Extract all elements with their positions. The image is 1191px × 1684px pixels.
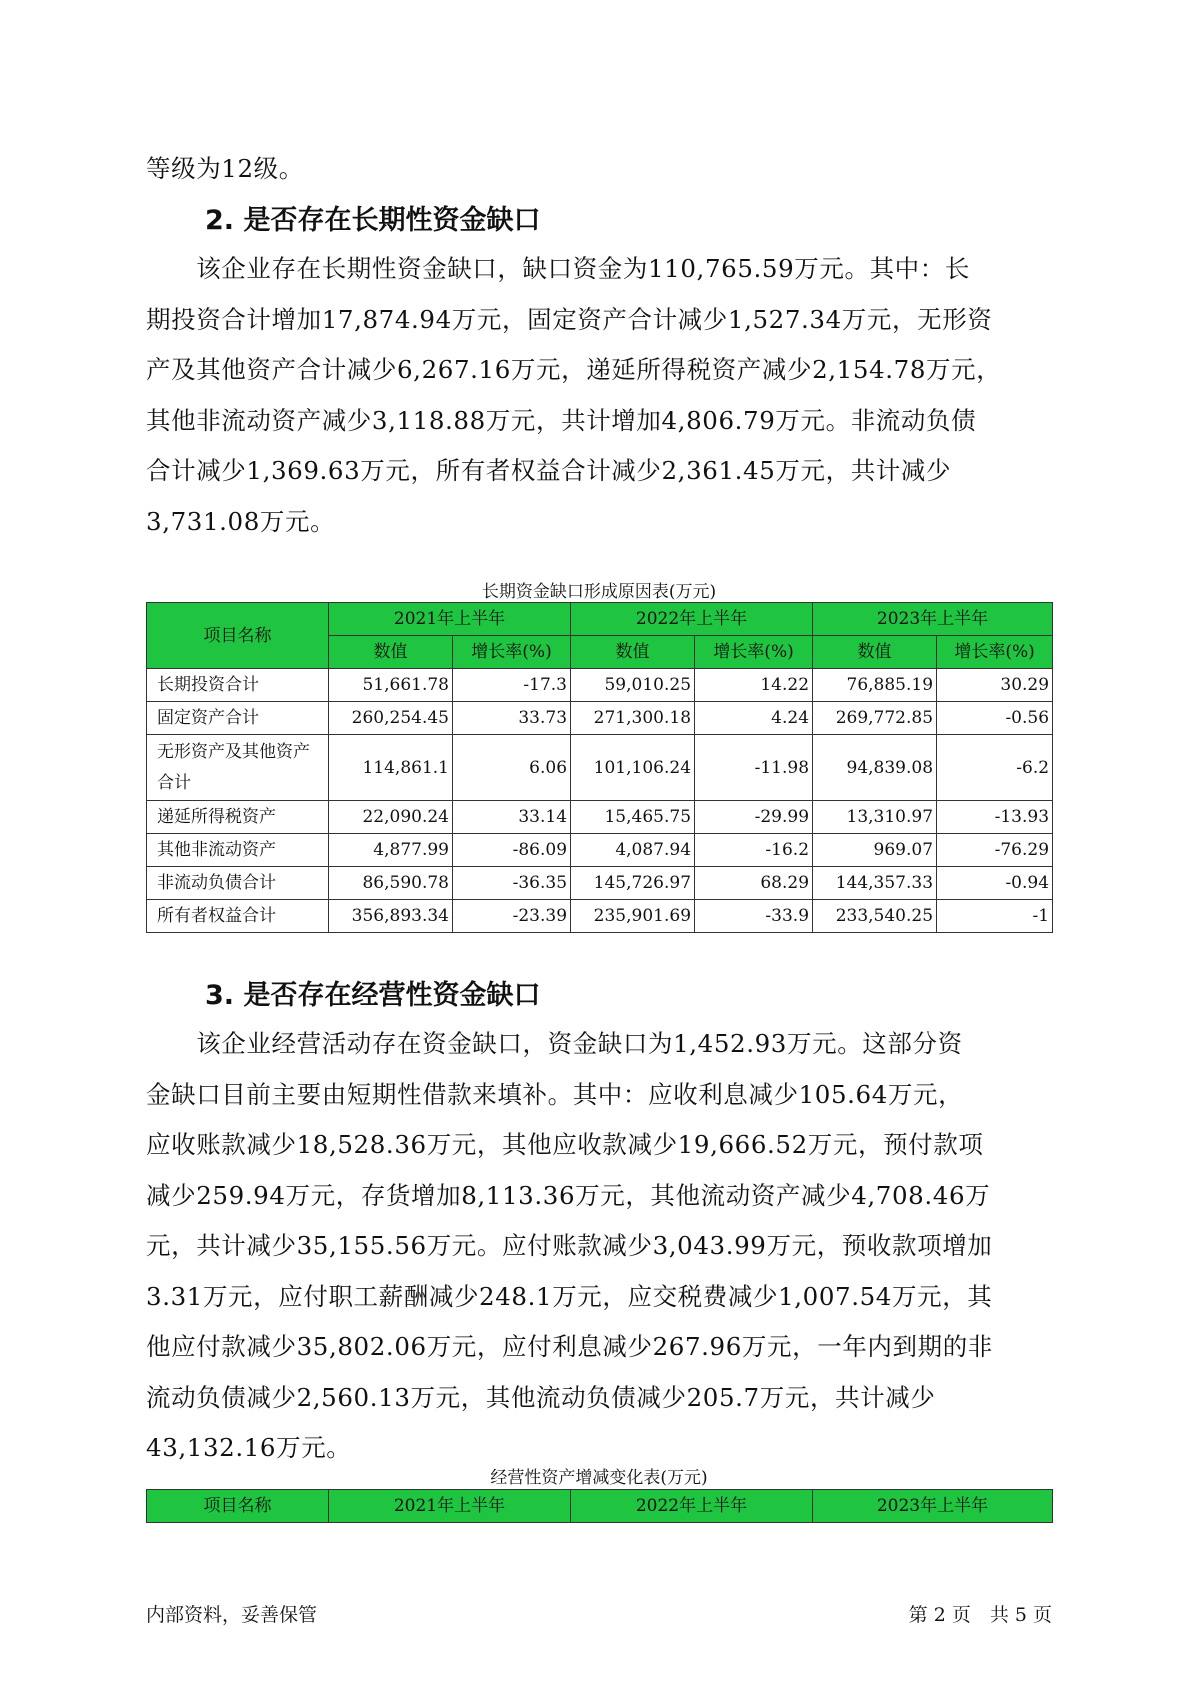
cell-growth: -33.9 [695, 900, 813, 933]
cell-value: 356,893.34 [329, 900, 453, 933]
text-line: 流动负债减少2,560.13万元，其他流动负债减少205.7万元，共计减少 [146, 1382, 936, 1412]
table-row [147, 867, 1053, 900]
row-name: 其他非流动资产 [147, 834, 329, 867]
cell-growth: 6.06 [453, 735, 571, 801]
header-year: 2023年上半年 [813, 603, 1053, 636]
cell-value: 59,010.25 [571, 669, 695, 702]
row-name: 所有者权益合计 [147, 900, 329, 933]
text-line: 期投资合计增加17,874.94万元，固定资产合计减少1,527.34万元，无形资 [146, 304, 993, 334]
cell-growth: -1 [937, 900, 1053, 933]
header-growth: 增长率(%) [937, 636, 1053, 669]
cell-growth: -0.94 [937, 867, 1053, 900]
cell-growth: 4.24 [695, 702, 813, 735]
table-row [147, 735, 1053, 801]
header-value: 数值 [813, 636, 937, 669]
row-name: 非流动负债合计 [147, 867, 329, 900]
table2-caption: 经营性资产增减变化表(万元) [490, 1468, 708, 1488]
row-name: 长期投资合计 [147, 669, 329, 702]
cell-growth: -29.99 [695, 801, 813, 834]
cell-value: 51,661.78 [329, 669, 453, 702]
cell-growth: -11.98 [695, 735, 813, 801]
text-line: 其他非流动资产减少3,118.88万元，共计增加4,806.79万元。非流动负债 [146, 405, 977, 435]
header-year: 2023年上半年 [813, 1490, 1053, 1523]
operating-assets-table [146, 1489, 1053, 1523]
table-row [147, 801, 1053, 834]
section2-heading: 2. 是否存在长期性资金缺口 [205, 205, 541, 236]
long-term-gap-table [146, 602, 1053, 933]
cell-value: 22,090.24 [329, 801, 453, 834]
cell-growth: -36.35 [453, 867, 571, 900]
text-line: 43,132.16万元。 [146, 1433, 352, 1462]
footer-confidential: 内部资料，妥善保管 [146, 1604, 318, 1626]
cell-growth: 30.29 [937, 669, 1053, 702]
cell-value: 94,839.08 [813, 735, 937, 801]
cell-growth: 14.22 [695, 669, 813, 702]
cell-growth: -6.2 [937, 735, 1053, 801]
text-line: 该企业存在长期性资金缺口，缺口资金为110,765.59万元。其中：长 [146, 254, 970, 283]
cell-value: 260,254.45 [329, 702, 453, 735]
cell-growth: -17.3 [453, 669, 571, 702]
header-item-name: 项目名称 [147, 603, 329, 669]
cell-value: 114,861.1 [329, 735, 453, 801]
cell-growth: -23.39 [453, 900, 571, 933]
text-line: 3,731.08万元。 [146, 506, 336, 536]
header-year: 2022年上半年 [571, 1490, 813, 1523]
cell-growth: -0.56 [937, 702, 1053, 735]
intro-line: 等级为12级。 [146, 154, 304, 183]
header-growth: 增长率(%) [453, 636, 571, 669]
text-line: 3.31万元，应付职工薪酬减少248.1万元，应交税费减少1,007.54万元，其 [146, 1281, 993, 1311]
cell-value: 235,901.69 [571, 900, 695, 933]
cell-growth: -76.29 [937, 834, 1053, 867]
text-line: 金缺口目前主要由短期性借款来填补。其中：应收利息减少105.64万元， [146, 1079, 964, 1109]
cell-value: 76,885.19 [813, 669, 937, 702]
cell-growth: -16.2 [695, 834, 813, 867]
section3-heading: 3. 是否存在经营性资金缺口 [205, 980, 541, 1011]
header-growth: 增长率(%) [695, 636, 813, 669]
row-name: 递延所得税资产 [147, 801, 329, 834]
cell-value: 4,087.94 [571, 834, 695, 867]
table-row [147, 669, 1053, 702]
table-row [147, 834, 1053, 867]
text-line: 应收账款减少18,528.36万元，其他应收款减少19,666.52万元，预付款项 [146, 1130, 984, 1159]
cell-value: 13,310.97 [813, 801, 937, 834]
section2-paragraph [146, 244, 1052, 547]
header-year: 2021年上半年 [329, 603, 571, 636]
cell-value: 269,772.85 [813, 702, 937, 735]
cell-value: 4,877.99 [329, 834, 453, 867]
cell-growth: -13.93 [937, 801, 1053, 834]
cell-value: 271,300.18 [571, 702, 695, 735]
header-value: 数值 [571, 636, 695, 669]
table-row [147, 900, 1053, 933]
row-name: 固定资产合计 [147, 702, 329, 735]
header-value: 数值 [329, 636, 453, 669]
text-line: 该企业经营活动存在资金缺口，资金缺口为1,452.93万元。这部分资 [146, 1029, 963, 1058]
row-name: 无形资产及其他资产合计 [147, 735, 329, 801]
text-line: 元，共计减少35,155.56万元。应付账款减少3,043.99万元，预收款项增加 [146, 1231, 993, 1260]
cell-value: 145,726.97 [571, 867, 695, 900]
header-year: 2021年上半年 [329, 1490, 571, 1523]
cell-value: 144,357.33 [813, 867, 937, 900]
text-line: 产及其他资产合计减少6,267.16万元，递延所得税资产减少2,154.78万元， [146, 355, 1002, 384]
cell-value: 86,590.78 [329, 867, 453, 900]
text-line: 减少259.94万元，存货增加8,113.36万元，其他流动资产减少4,708.46万 [146, 1180, 991, 1210]
cell-value: 15,465.75 [571, 801, 695, 834]
table1-caption: 长期资金缺口形成原因表(万元) [481, 582, 717, 602]
cell-value: 969.07 [813, 834, 937, 867]
text-line: 合计减少1,369.63万元，所有者权益合计减少2,361.45万元，共计减少 [146, 456, 952, 485]
cell-growth: 33.14 [453, 801, 571, 834]
header-year: 2022年上半年 [571, 603, 813, 636]
table-row [147, 702, 1053, 735]
cell-value: 101,106.24 [571, 735, 695, 801]
cell-growth: 33.73 [453, 702, 571, 735]
text-line: 他应付款减少35,802.06万元，应付利息减少267.96万元，一年内到期的非 [146, 1332, 993, 1361]
cell-value: 233,540.25 [813, 900, 937, 933]
cell-growth: -86.09 [453, 834, 571, 867]
cell-growth: 68.29 [695, 867, 813, 900]
header-item-name: 项目名称 [147, 1490, 329, 1523]
section3-paragraph [146, 1019, 1052, 1474]
footer-page-number: 第 2 页 共 5 页 [908, 1604, 1052, 1626]
